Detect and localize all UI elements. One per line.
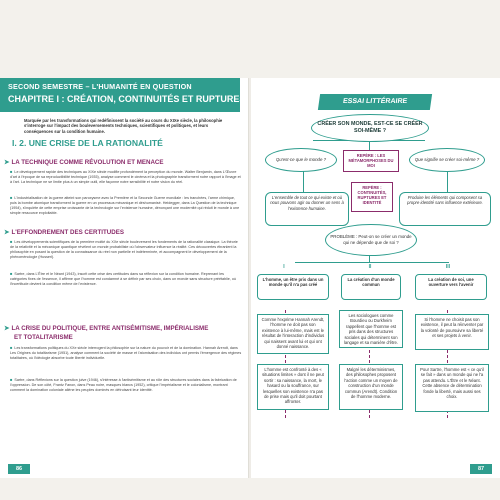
essay-tag: ESSAI LITTÉRAIRE [318,94,432,110]
page-number: 87 [470,464,492,474]
argument-box: Si l'homme ne choisit pas son existence, il peut la réinventer par la volonté de poursuivre sa liberté et ses projets à venir. [415,314,489,350]
semester-title: SECOND SEMESTRE – L'HUMANITÉ EN QUESTION [8,82,192,91]
part-title-box: L'homme, un être pris dans un monde qu'il n'a pas créé [257,274,329,300]
subheading-text: LA TECHNIQUE COMME RÉVOLUTION ET MENACE [11,159,164,166]
connector-line [447,170,448,194]
connector-line [295,262,449,263]
paragraph-text: Sartre, dans L'Être et le Néant (1943), inscrit cette crise des certitudes dans sa réflexion sur la condition humaine. Reprenant les catégories fixes de l'essence, il affirme que l'homme est condamné à se définir par ses choix, dans un monde sans structure préétablie, où l'incertitude devient la condition même de l'existence. [10,272,236,286]
part-number: I [283,264,285,270]
paragraph [10,272,242,287]
part-number: III [445,264,451,270]
argument-box: Les sociologues comme Bourdieu ou Durkheim rappellent que l'homme est pris dans des structures sociales qui déterminent son langage et sa manière d'être. [339,310,403,348]
paragraph-text: Les développements scientifiques de la première moitié du XXe siècle bouleversent les fondements de la rationalité classique. La théorie de la relativité et la mécanique quantique révèlent un monde probabiliste où l'observateur influence la réalité. Ces découvertes ébranlent la philosophie en posant la question de la connaissance du réel non partielle et indéterminée, et accompagnent le développement de la phénoménologie (Husserl). [10,240,238,259]
right-page [251,78,500,478]
chapter-title: CHAPITRE I : CRÉATION, CONTINUITÉS ET RUPTURES [8,94,246,104]
problem-oval [325,224,417,256]
paragraph [10,170,242,185]
argument-box: Comme l'exprime Hannah Arendt, l'homme ne doit pas son existence à lui-même, mais est le résultat de l'interaction d'individus qui naissent avant lui et qui ont donné naissance. [257,314,329,354]
paragraph-text: L'industrialisation de la guerre atteint son paroxysme avec la Première et la Seconde Guerre mondiale : les tranchées, l'arme chimique, puis la bombe atomique transforment la guerre en un processus mécanique et déshumanisé. Heidegger, dans La Question de la technique (1954), s'inquiète de cette emprise croissante de la technologie sur l'existence humaine, dénonçant une modernité qui réduit le monde à une simple ressource exploitable. [10,196,240,215]
chapter-header [0,78,246,112]
reperes-box: REPÈRE : CONTINUITÉS, RUPTURES ET IDENTITÉ [351,182,393,212]
bullet-icon: ■ [10,239,13,244]
part-title-box: La création de soi, une ouverture vers l'avenir [415,274,487,300]
bullet-icon: ■ [10,169,13,174]
question-world-oval: Qu'est-ce que le monde ? [265,148,337,172]
paragraph-text: Les transformations politiques du XXe siècle interrogent la philosophie sur la nature du pouvoir et de la domination. Hannah Arendt, dans Les Origines du totalitarisme (1951), analyse comment la société de masse et l'atomisation des individus ont permis l'émergence des régimes totalitaires, où l'idéologie absorbe toute liberté individuelle. [10,346,242,360]
paragraph [10,378,242,393]
reperes-box: REPÈRE : LES MÉTAMORPHOSES DU MOI [343,150,399,172]
subheading-text: LA CRISE DU POLITIQUE, ENTRE ANTISÉMITISME, IMPÉRIALISME [11,325,209,332]
paragraph-text: Le développement rapide des techniques au XIXe siècle modifie profondément la perception du monde. Walter Benjamin, dans L'Œuvre d'art à l'époque de sa reproductibilité technique (1935), analyse comment le cinéma et la photographie transforment notre rapport à l'image et à l'art. La technique ne se limite plus à un simple outil, elle façonne notre sensibilité et notre vision du réel. [10,170,241,184]
definition-self-box: Produire les éléments qui composent sa propre identité sans influence extérieure. [399,192,491,226]
arrow-icon: ➤ [4,159,10,166]
argument-box: Malgré les déterminismes, des philosophes proposent l'action comme un moyen de construction d'un monde commun (Arendt). Condition de l'homme moderne. [339,364,403,410]
subheading-politique [4,324,208,332]
subheading-politique-line2: ET TOTALITARISME [14,334,73,341]
arrow-icon: ➤ [4,229,10,236]
paragraph [10,346,242,361]
paragraph [10,240,242,260]
argument-box: L'homme est confronté à des « situations limites » dont il ne peut sortir : sa naissance, la mort, le hasard ou la souffrance, sur lesquelles son existence n'a pas de prise mais qu'il doit pourtant affronter. [257,364,329,410]
subheading-text: L'EFFONDREMENT DES CERTITUDES [11,229,124,236]
arrow-icon: ➤ [4,325,10,332]
definition-world-box: L'ensemble de tout ce qui existe et où nous pouvons agir ou donner un sens à l'existence humaine. [265,192,349,226]
part-number: II [368,264,372,270]
bullet-icon: ■ [10,377,13,382]
subheading-certitudes [4,228,124,236]
bullet-icon: ■ [10,345,13,350]
chapter-intro: Marquée par les transformations qui redéfinissent la société au cours du XIXe siècle, la philosophie s'interroge sur l'impact des bouleversements techniques, scientifiques et politiques, et leurs conséquences sur la condition humaine. [24,118,223,134]
subject-oval: CRÉER SON MONDE, EST-CE SE CRÉER SOI-MÊME ? [311,114,429,142]
left-page [0,78,249,478]
question-self-oval: Que signifie se créer soi-même ? [409,148,485,172]
argument-box: Pour Sartre, l'homme est « ce qu'il se fait » dans un monde qui ne l'a pas attendu. L'Être et le Néant. Cette absence de détermination fonde la liberté, mais aussi ses choix. [415,364,489,412]
part-title-box: La création d'un monde commun [341,274,401,300]
section-heading: I. 2. UNE CRISE DE LA RATIONALITÉ [12,138,163,148]
bullet-icon: ■ [10,271,13,276]
bullet-icon: ■ [10,195,13,200]
connector-line [303,170,304,194]
page-number: 86 [8,464,30,474]
paragraph [10,196,242,216]
subheading-technique [4,158,164,166]
paragraph-text: Sartre, dans Réflexions sur la question juive (1946), s'intéresse à l'antisémitisme et au rôle des structures sociales dans la fabrication de l'oppression. De son côté, Frantz Fanon, dans Peau noire, masques blancs (1952), critique l'impérialisme et le colonialisme, montrant comment la domination coloniale aliène les peuples dominés en détruisant leur identité. [10,378,237,392]
problem-text: PROBLÈME : Peut-on se créer un monde qui ne dépende que de soi ? [330,234,412,245]
